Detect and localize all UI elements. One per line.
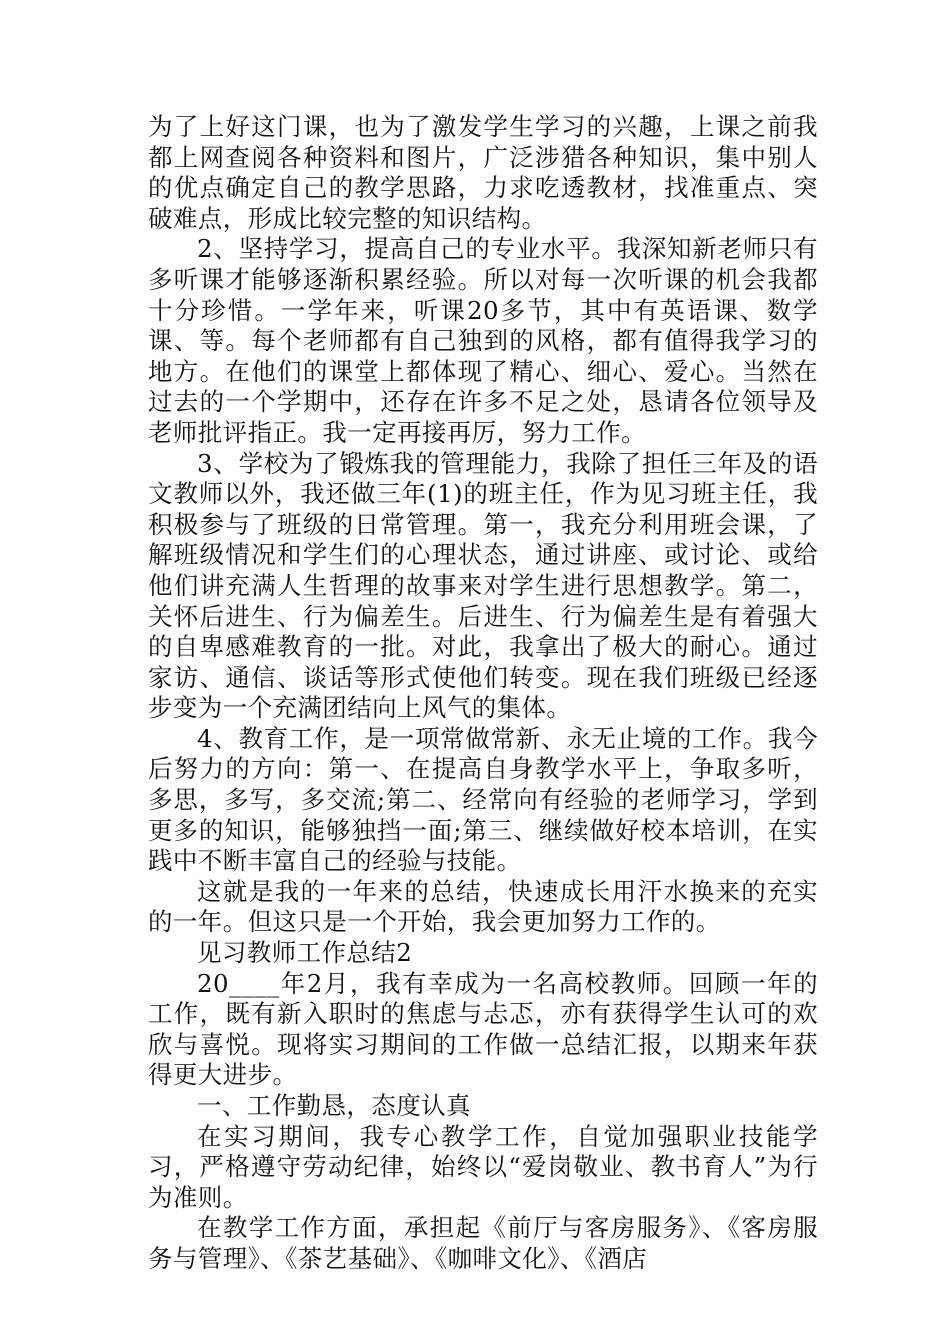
paragraph-4: 4、教育工作，是一项常做常新、永无止境的工作。我今后努力的方向：第一、在提高自身教学水平上，争取多听，多思，多写，多交流;第二、经常向有经验的老师学习，学到更多的知识，能够独挡一面;第三、继续做好校本培训，在实践中不断丰富自己的经验与技能。 [148,723,818,876]
section-title: 见习教师工作总结2 [197,938,413,968]
document-body [148,112,818,1275]
paragraph-5: 这就是我的一年来的总结，快速成长用汗水换来的充实的一年。但这只是一个开始，我会更加努力工作的。 [148,876,818,937]
paragraph-2: 2、坚持学习，提高自己的专业水平。我深知新老师只有多听课才能够逐渐积累经验。所以对每一次听课的机会我都十分珍惜。一学年来，听课20多节，其中有英语课、数学课、等。每个老师都有自己独到的风格，都有值得我学习的地方。在他们的课堂上都体现了精心、细心、爱心。当然在过去的一个学期中，还存在许多不足之处，恳请各位领导及老师批评指正。我一定再接再厉，努力工作。 [148,234,818,447]
paragraph-1: 为了上好这门课，也为了激发学生学习的兴趣，上课之前我都上网查阅各种资料和图片，广泛涉猎各种知识，集中别人的优点确定自己的教学思路，力求吃透教材，找准重点、突破难点，形成比较完整的知识结构。 [148,112,818,233]
paragraph-3: 3、学校为了锻炼我的管理能力，我除了担任三年及的语文教师以外，我还做三年(1)的班主任，作为见习班主任，我积极参与了班级的日常管理。第一，我充分利用班会课，了解班级情况和学生们的心理状态，通过讲座、或讨论、或给他们讲充满人生哲理的故事来对学生进行思想教学。第二，关怀后进生、行为偏差生。后进生、行为偏差生是有着强大的自卑感难教育的一批。对此，我拿出了极大的耐心。通过家访、通信、谈话等形式使他们转变。现在我们班级已经逐步变为一个充满团结向上风气的集体。 [148,448,818,723]
paragraph-7: 在实习期间，我专心教学工作，自觉加强职业技能学习，严格遵守劳动纪律，始终以“爱岗敬业、教书育人”为行为准则。 [148,1121,818,1212]
paragraph-6: 20____年2月，我有幸成为一名高校教师。回顾一年的工作，既有新入职时的焦虑与忐忑，亦有获得学生认可的欢欣与喜悦。现将实习期间的工作做一总结汇报，以期来年获得更大进步。 [148,968,818,1090]
section-heading: 一、工作勤恳，态度认真 [197,1091,471,1120]
paragraph-8: 在教学工作方面，承担起《前厅与客房服务》、《客房服务与管理》、《茶艺基础》、《咖啡文化》、《酒店 [148,1213,818,1273]
